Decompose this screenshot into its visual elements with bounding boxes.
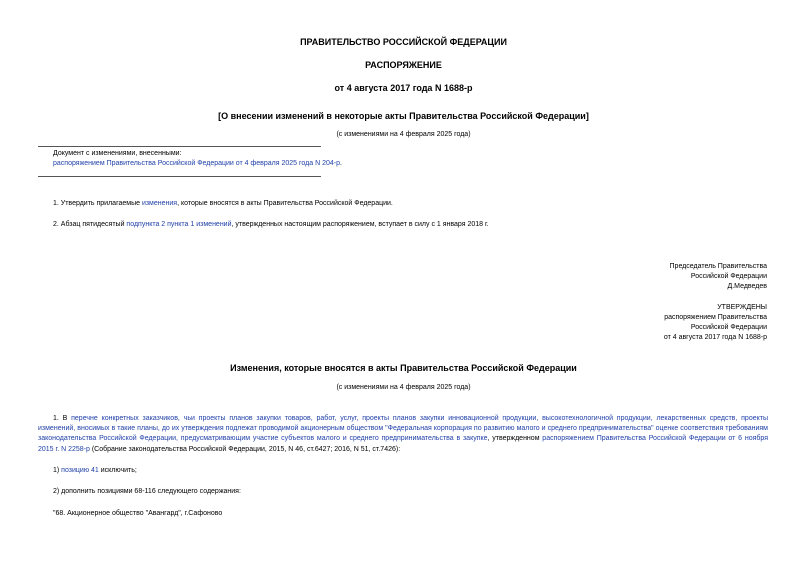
government-heading: ПРАВИТЕЛЬСТВО РОССИЙСКОЙ ФЕДЕРАЦИИ (300, 37, 507, 47)
subitem-2: 2) дополнить позициями 68-116 следующего содержания: (53, 488, 241, 495)
item-1-text-start: 1. Утвердить прилагаемые (53, 200, 142, 207)
signature-name: Д.Медведев (727, 283, 767, 290)
signature-title-cont: Российской Федерации (690, 273, 767, 280)
changes-box-bottom-rule (38, 176, 321, 177)
approval-heading: УТВЕРЖДЕНЫ (717, 304, 767, 311)
approval-line-2: распоряжением Правительства (664, 314, 767, 321)
para-1-end: (Собрание законодательства Российской Федерации, 2015, N 46, ст.6427; 2016, N 51, ст.7426): (89, 445, 401, 453)
changes-box-top-rule (38, 146, 321, 147)
subitem-1-start: 1) (53, 467, 62, 474)
revision-note: (с изменениями на 4 февраля 2025 года) (336, 131, 471, 138)
changes-box-entry (53, 160, 342, 167)
signature-block (670, 262, 767, 292)
subitem-1 (53, 467, 137, 474)
approval-block (664, 303, 767, 343)
changes-link[interactable]: изменения (141, 200, 178, 207)
changes-revision-note: (с изменениями на 4 февраля 2025 года) (336, 384, 471, 391)
amending-act-link[interactable]: распоряжением Правительства Российской Федерации от 4 февраля 2025 года N 204-р (53, 160, 340, 167)
item-2-text-end: , утвержденных настоящим распоряжением, вступает в силу с 1 января 2018 г. (231, 221, 489, 228)
document-subject: [О внесении изменений в некоторые акты Правительства Российской Федерации] (218, 111, 589, 121)
document-type: РАСПОРЯЖЕНИЕ (365, 60, 442, 70)
item-1 (53, 200, 393, 207)
signature-title: Председатель Правительства (669, 263, 767, 270)
item-2 (53, 221, 489, 228)
position-41-link[interactable]: позицию 41 (61, 467, 99, 474)
item-1-text-end: , которые вносятся в акты Правительства Российской Федерации. (177, 200, 393, 207)
changes-box-label: Документ с изменениями, внесенными: (53, 150, 182, 157)
approval-line-3: Российской Федерации (690, 324, 767, 331)
order-2258-link[interactable]: распоряжением Правительства Российской Федерации от 6 ноября 2015 г. N 2258-р (38, 435, 768, 453)
position-68: "68. Акционерное общество "Авангард", г.Сафоново (53, 510, 223, 517)
para-1-mid: , утвержденном (487, 435, 543, 443)
item-2-text-start: 2. Абзац пятидесятый (53, 221, 127, 228)
changes-paragraph-1 (38, 414, 768, 455)
approval-line-4: от 4 августа 2017 года N 1688-р (663, 334, 767, 341)
changes-title: Изменения, которые вносятся в акты Правительства Российской Федерации (230, 363, 577, 373)
subparagraph-link[interactable]: подпункта 2 пункта 1 изменений (126, 221, 232, 228)
customer-list-link[interactable]: перечне конкретных заказчиков, чьи проекты планов закупки товаров, работ, услуг, проекты планов закупки инновационной продукции, высокотехнологичной продукции, лекарственных средств, проекты изменений, вносимых в такие планы, до их утверждения подлежат проводимой акционерным обществом "Федеральная корпорация по развитию малого и среднего предпринимательства" оценке соответствия требованиям законодательства Российской Федерации, предусматривающим участие субъектов малого и среднего предпринимательства в закупке (38, 415, 768, 443)
document-date-number: от 4 августа 2017 года N 1688-р (334, 83, 473, 93)
para-1-start: 1. В (53, 415, 72, 422)
subitem-1-end: исключить; (98, 467, 137, 474)
amending-act-tail: . (339, 160, 342, 167)
